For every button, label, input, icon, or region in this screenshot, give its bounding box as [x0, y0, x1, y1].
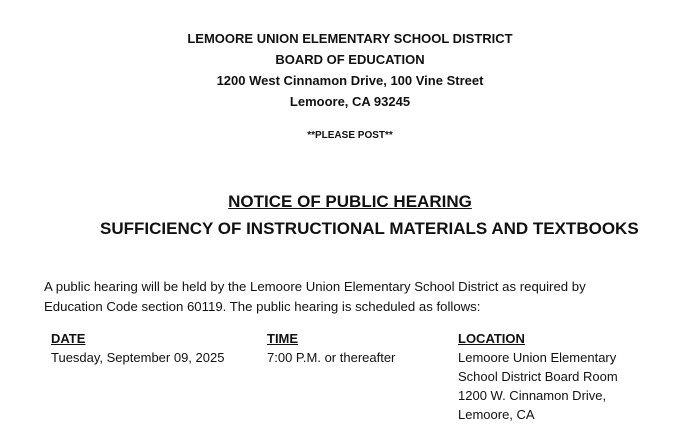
- intro-paragraph: [44, 277, 656, 317]
- notice-subtitle: SUFFICIENCY OF INSTRUCTIONAL MATERIALS AND TEXTBOOKS: [100, 219, 639, 238]
- district-city: Lemoore, CA 93245: [289, 94, 411, 109]
- date-label: DATE: [51, 331, 86, 346]
- notice-title: NOTICE OF PUBLIC HEARING: [228, 192, 472, 211]
- intro-line-1: A public hearing will be held by the Lemoore Union Elementary School District as required by: [44, 279, 586, 294]
- time-value: 7:00 P.M. or thereafter: [267, 350, 396, 365]
- schedule-time-column: [267, 329, 447, 367]
- please-post-notice: **PLEASE POST**: [307, 130, 393, 141]
- time-label: TIME: [267, 331, 299, 346]
- date-value: Tuesday, September 09, 2025: [51, 350, 225, 365]
- district-name: LEMOORE UNION ELEMENTARY SCHOOL DISTRICT: [187, 31, 513, 46]
- letterhead: [0, 28, 692, 112]
- location-line: 1200 W. Cinnamon Drive,: [458, 388, 607, 403]
- board-name: BOARD OF EDUCATION: [275, 52, 425, 67]
- intro-line-2: Education Code section 60119. The public hearing is scheduled as follows:: [44, 299, 481, 314]
- schedule-date-column: [51, 329, 261, 367]
- location-line: Lemoore, CA: [458, 407, 535, 422]
- location-label: LOCATION: [458, 331, 525, 346]
- schedule-location-column: [458, 329, 678, 424]
- location-line: Lemoore Union Elementary: [458, 350, 617, 365]
- location-line: School District Board Room: [458, 369, 618, 384]
- district-address: 1200 West Cinnamon Drive, 100 Vine Street: [216, 73, 484, 88]
